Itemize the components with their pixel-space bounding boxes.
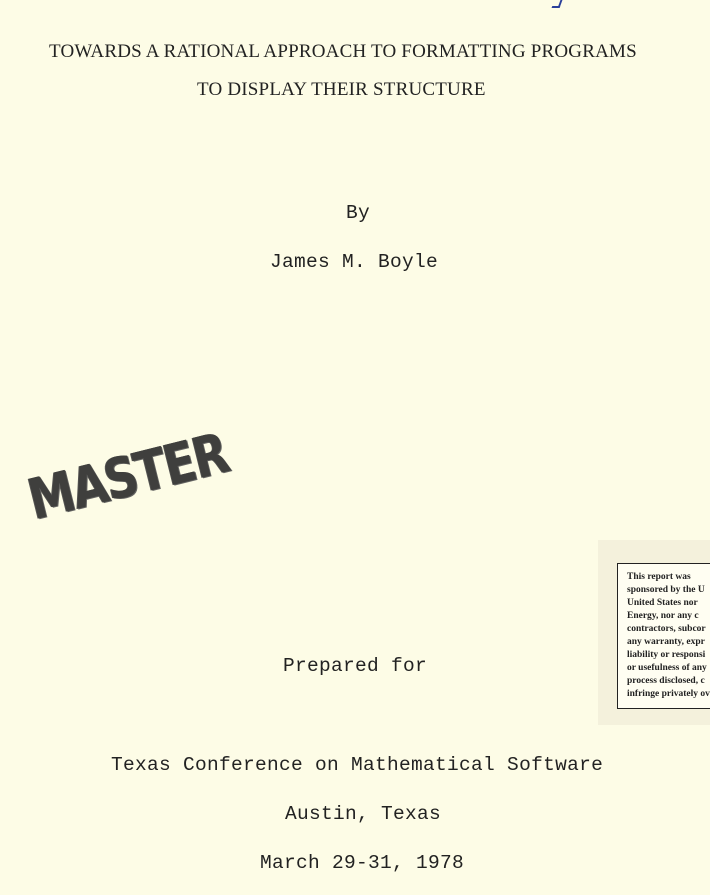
notice-line: United States nor [627, 598, 698, 608]
notice-line: contractors, subcor [627, 624, 706, 634]
notice-line: any warranty, expr [627, 637, 705, 647]
notice-line: sponsored by the U [627, 585, 705, 595]
title-line-1: TOWARDS A RATIONAL APPROACH TO FORMATTING PROGRAMS [49, 41, 637, 62]
notice-line: or usefulness of any [627, 663, 707, 673]
notice-line: Energy, nor any c [627, 611, 699, 621]
conference-location: Austin, Texas [285, 803, 442, 825]
conference-name: Texas Conference on Mathematical Software [111, 754, 604, 776]
master-stamp: MASTER [22, 421, 235, 534]
disclaimer-notice [617, 563, 710, 709]
author-name: James M. Boyle [270, 251, 439, 273]
notice-line: infringe privately ov [627, 689, 710, 699]
prepared-for-label: Prepared for [283, 655, 428, 677]
pen-mark [552, 0, 563, 8]
notice-line: This report was [627, 572, 691, 582]
notice-line: process disclosed, c [627, 676, 705, 686]
by-label: By [346, 202, 371, 224]
notice-line: liability or responsi [627, 650, 706, 660]
conference-date: March 29-31, 1978 [260, 852, 465, 874]
title-line-2: TO DISPLAY THEIR STRUCTURE [197, 79, 486, 100]
